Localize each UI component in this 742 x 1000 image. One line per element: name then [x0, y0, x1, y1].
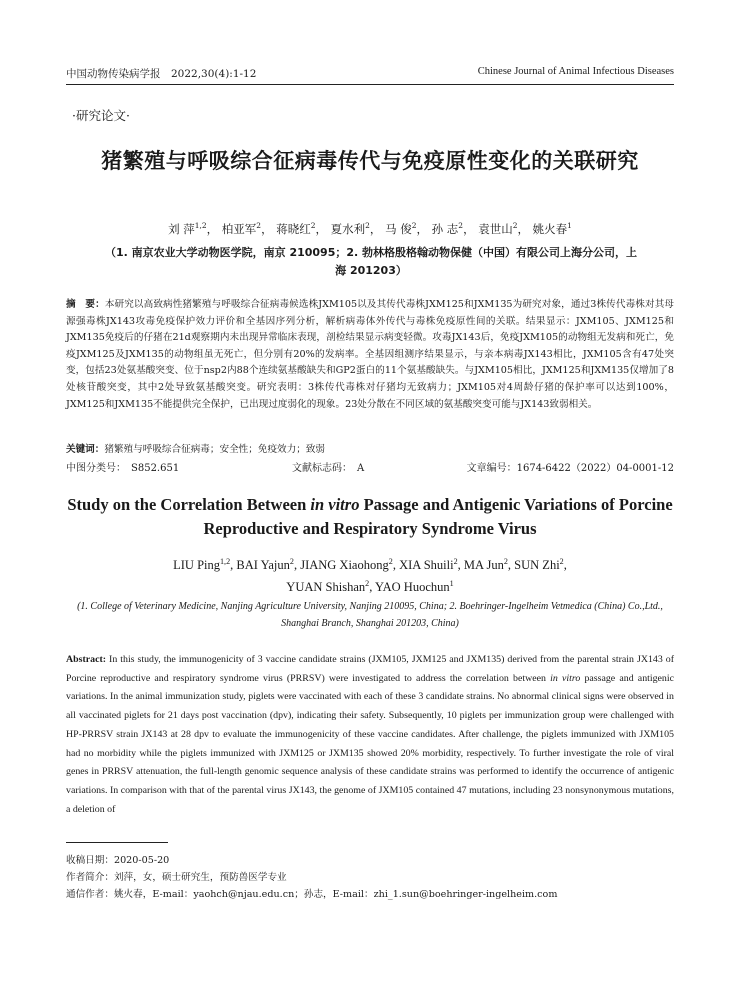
journal-citation-cn: 中国动物传染病学报 2022,30(4):1-12 [66, 68, 257, 80]
author-en: LIU Ping$^{1,2}$ [173, 556, 231, 572]
journal-name-en: Chinese Journal of Animal Infectious Diseases [477, 66, 674, 77]
abstract-en: Abstract: In this study, the immunogenicity of 3 vaccine candidate strains (JXM105, JXM125 and JXM135) derived from the parental strain JX143 of Porcine reproductive and respiratory syndrome virus (PRRSV) were investigated to address the correlation between in vitro passage and antigenic variations. In the animal immunization study, piglets were vaccinated with each of these 3 candidate strains. No abnormal clinical signs were observed in all vaccinated piglets for 21 days post vaccination (dpv), indicating their safety. Subsequently, 10 piglets per immunization group were challenged with HP-PRRSV strain JX143 at 28 dpv to evaluate the immunogenicity of these vaccine candidates. After challenge, the piglets immunized with JXM105 had no morbidity while the piglets immunized with JXM125 or JXM135 showed 20% morbidity, respectively. To further investigate the role of viral genes in PRRSV attenuation, the full-length genomic sequence analysis of these candidate strains was performed to identify the occurrence of antigenic variations. In comparison with that of the parental virus JX143, the genome of JXM105 contained 47 mutations, including 23 nonsynonymous mutations, a deletion of [66, 654, 675, 815]
classification-row [66, 459, 674, 473]
author-en: YAO Huochun$^1$ [374, 578, 454, 594]
section-label: ·研究论文· [72, 108, 130, 123]
author-cn: 夏水利$^2$ [330, 221, 370, 236]
author-cn: 袁世山$^2$ [478, 221, 518, 236]
corresponding-author: 通信作者：姚火春，E-mail：yaohch@njau.edu.cn；孙志，E-mail：zhi_1.sun@boehringer-ingelheim.com [66, 889, 558, 900]
author-cn: 姚火春$^1$ [532, 221, 572, 236]
received-date: 收稿日期：2020-05-20 [66, 855, 170, 866]
author-en: BAI Yajun$^2$ [236, 556, 294, 572]
author-cn: 孙 志$^2$ [431, 221, 464, 236]
author-cn: 马 俊$^2$ [385, 221, 417, 236]
footnote-divider [66, 842, 168, 843]
article-number: 文章编号：1674-6422（2022）04-0001-12 [466, 463, 674, 474]
keywords-cn-text: 猪繁殖与呼吸综合征病毒；安全性；免疫效力；致弱 [104, 444, 326, 455]
clc-number: 中图分类号： S852.651 [66, 463, 180, 474]
abstract-cn-text: 本研究以高致病性猪繁殖与呼吸综合征病毒候选株JXM105以及其传代毒株JXM125和JXM135为研究对象，通过3株传代毒株对其母源强毒株JX143攻毒免疫保护效力评价和全基因序列分析，解析病毒体外传代与毒株免疫原性间的关联。结果显示：JXM105、JXM125和JXM135免疫后的仔猪在21d观察期内未出现异常临床表现，剖检结果显示病变轻微。攻毒JX143后，免疫JXM105的动物组无发病和死亡，免疫JXM125及JXM135的动物组虽无死亡，但分别有20%的发病率。全基因组测序结果显示，与亲本病毒JX143相比，JXM105含有47处突变，包括23处氨基酸突变、位于nsp2内88个连续氨基酸缺失和GP2蛋白的11个氨基酸缺失。与JXM105相比，JXM125和JXM135仅增加了8处核苷酸突变，其中2处导致氨基酸突变。研究表明：3株传代毒株对仔猪均无致病力；JXM105对4周龄仔猪的保护率可以达到100%，JXM125和JXM135不能提供完全保护，已出现过度弱化的现象。23处分散在不同区域的氨基酸突变可能与JX143致弱相关。 [66, 299, 674, 410]
running-header [66, 66, 674, 82]
article-title-en: Study on the Correlation Between in vitro Passage and Antigenic Variations of Porcine Reproductive and Respiratory Syndrome Virus [67, 495, 673, 538]
author-en: SUN Zhi$^2$ [514, 556, 564, 572]
author-cn: 刘 萍$^{1,2}$ [168, 221, 207, 236]
affiliation-cn: （1. 南京农业大学动物医学院，南京 210095；2. 勃林格殷格翰动物保健（中国）有限公司上海分公司，上海 201203） [104, 246, 638, 277]
abstract-en-label: Abstract: [66, 654, 107, 665]
author-cn: 蒋晓红$^2$ [276, 221, 316, 236]
author-list-cn: 刘 萍$^{1,2}$， 柏亚军$^2$， 蒋晓红$^2$， 夏水利$^2$， 马 俊$^2$， 孙 志$^2$， 袁世山$^2$， 姚火春$^1$ [168, 221, 572, 236]
affiliation-en: (1. College of Veterinary Medicine, Nanjing Agriculture University, Nanjing 210095, China; 2. Boehringer-Ingelheim Vetmedica (China) Co.,Ltd., Shanghai Branch, Shanghai 201203, China) [77, 601, 663, 629]
author-en: YUAN Shishan$^2$ [286, 578, 370, 594]
article-title-cn: 猪繁殖与呼吸综合征病毒传代与免疫原性变化的关联研究 [101, 148, 639, 173]
author-en: MA Jun$^2$ [463, 556, 508, 572]
abstract-cn-label: 摘 要： [66, 299, 105, 310]
abstract-cn [66, 297, 674, 413]
author-cn: 柏亚军$^2$ [221, 221, 262, 236]
footnotes [66, 852, 674, 903]
keywords-cn [66, 443, 674, 457]
keywords-cn-label: 关键词： [66, 444, 105, 455]
header-divider [66, 84, 674, 85]
author-bio: 作者简介：刘萍，女，硕士研究生，预防兽医学专业 [66, 872, 287, 883]
author-en: XIA Shuili$^2$ [399, 556, 458, 572]
document-code: 文献标志码： A [292, 463, 365, 474]
author-list-en: LIU Ping$^{1,2}$, BAI Yajun$^2$, JIANG Xiaohong$^2$, XIA Shuili$^2$, MA Jun$^2$, SUN Zhi$^2$, YUAN Shishan$^2$, YAO Huochun$^1$ [173, 556, 567, 594]
author-en: JIANG Xiaohong$^2$ [300, 556, 393, 572]
